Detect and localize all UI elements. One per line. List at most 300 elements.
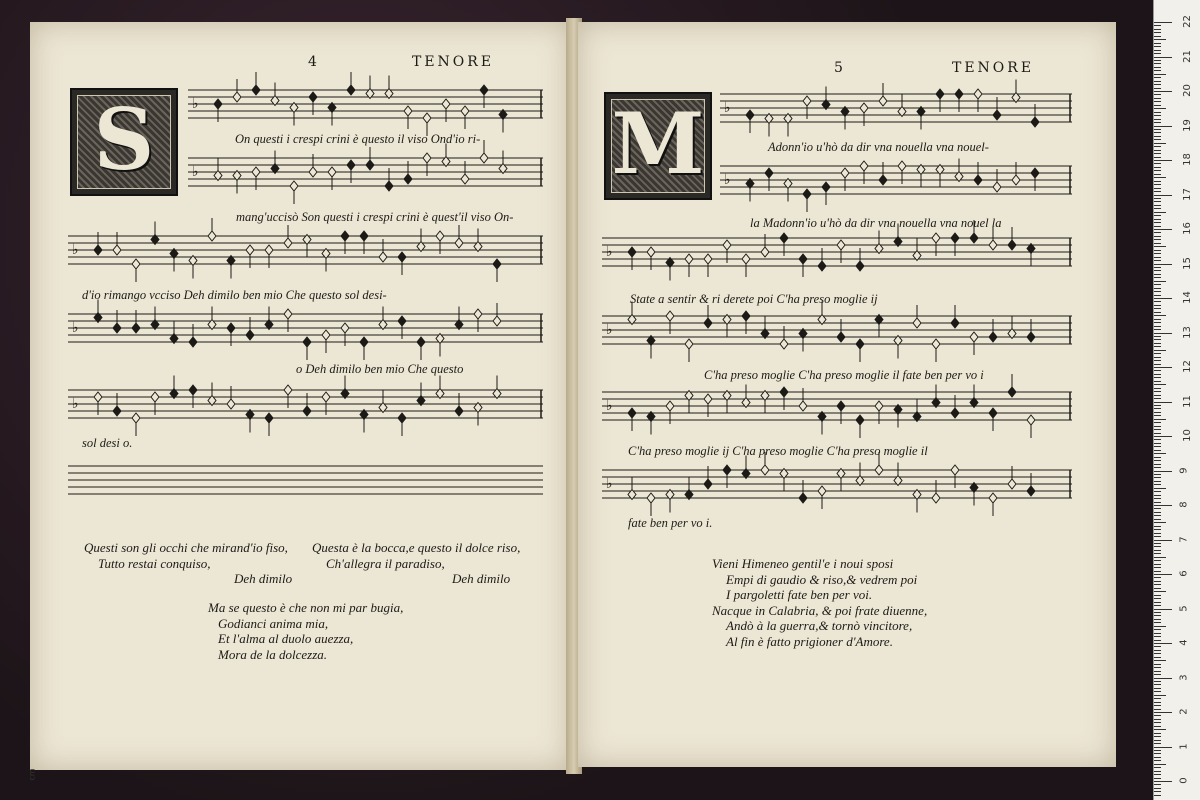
note-icon	[879, 175, 887, 185]
ruler-tick	[1154, 301, 1161, 302]
note-icon	[1027, 415, 1035, 425]
left-page-number: 4	[308, 54, 317, 70]
staff-right-3	[602, 230, 1072, 278]
note-icon	[132, 259, 140, 269]
ruler-mark-label: 5	[1178, 604, 1190, 612]
note-icon	[474, 309, 482, 319]
note-icon	[765, 168, 773, 178]
ruler-tick	[1154, 129, 1161, 130]
note-icon	[704, 254, 712, 264]
ruler-tick	[1154, 98, 1161, 99]
note-icon	[227, 399, 235, 409]
ruler-tick	[1154, 564, 1161, 565]
note-icon	[628, 408, 636, 418]
ruler-tick	[1154, 419, 1166, 420]
note-icon	[955, 89, 963, 99]
ruler-tick	[1154, 633, 1161, 634]
ruler-tick	[1154, 788, 1161, 789]
staff-right-1	[720, 86, 1072, 134]
ruler-tick	[1154, 36, 1161, 37]
ruler-tick	[1154, 25, 1161, 26]
note-icon	[113, 323, 121, 333]
ruler-tick	[1154, 408, 1161, 409]
ruler-tick	[1154, 222, 1161, 223]
ruler-tick	[1154, 67, 1161, 68]
poem-right-page	[712, 556, 927, 649]
ruler-tick	[1154, 747, 1172, 748]
clef-icon: ♭	[72, 320, 79, 336]
ruler-tick	[1154, 264, 1172, 265]
ruler-tick	[1154, 695, 1166, 696]
ruler-tick	[1154, 436, 1172, 437]
ruler-tick	[1154, 688, 1161, 689]
note-icon	[989, 493, 997, 503]
ruler-tick	[1154, 705, 1161, 706]
note-icon	[379, 252, 387, 262]
ruler-tick	[1154, 636, 1161, 637]
ruler-tick	[1154, 381, 1161, 382]
ruler-tick	[1154, 760, 1161, 761]
note-icon	[113, 245, 121, 255]
staff-right-5	[602, 384, 1072, 432]
poem-line: Godianci anima mia,	[218, 615, 329, 631]
note-icon	[461, 106, 469, 116]
ruler-tick	[1154, 771, 1161, 772]
note-icon	[284, 385, 292, 395]
note-icon	[113, 406, 121, 416]
ruler-tick	[1154, 160, 1172, 161]
ruler-tick	[1154, 81, 1161, 82]
note-icon	[252, 85, 260, 95]
ruler-tick	[1154, 640, 1161, 641]
ruler-tick	[1154, 22, 1172, 23]
note-icon	[1012, 175, 1020, 185]
ruler-mark-label: 17	[1181, 187, 1193, 201]
staff-left-empty	[68, 458, 543, 498]
ruler-tick	[1154, 384, 1166, 385]
ruler-tick	[1154, 674, 1161, 675]
ruler-tick	[1154, 367, 1172, 368]
clef-icon: ♭	[72, 242, 79, 258]
ruler-tick	[1154, 405, 1161, 406]
note-icon	[233, 92, 241, 102]
note-icon	[246, 245, 254, 255]
ruler-tick	[1154, 198, 1161, 199]
note-icon	[227, 323, 235, 333]
ruler-tick	[1154, 795, 1161, 796]
ruler-tick	[1154, 157, 1161, 158]
ruler-tick	[1154, 295, 1161, 296]
ruler-tick	[1154, 609, 1172, 610]
ruler-tick	[1154, 336, 1161, 337]
note-icon	[704, 394, 712, 404]
ruler-tick	[1154, 298, 1172, 299]
ruler-tick	[1154, 740, 1161, 741]
ruler-tick	[1154, 343, 1161, 344]
note-icon	[208, 231, 216, 241]
ruler-tick	[1154, 557, 1166, 558]
ruler-mark-label: 1	[1178, 742, 1190, 750]
ruler-tick	[1154, 43, 1161, 44]
ruler-tick	[1154, 239, 1161, 240]
ruler-tick	[1154, 39, 1166, 40]
ruler-mark-label: 7	[1178, 535, 1190, 543]
note-icon	[799, 493, 807, 503]
note-icon	[436, 231, 444, 241]
note-icon	[322, 392, 330, 402]
ruler-tick	[1154, 105, 1161, 106]
poem-line: Tutto restai conquiso,	[98, 555, 211, 571]
ruler-tick	[1154, 560, 1161, 561]
poem-line: Et l'alma al duolo auezza,	[218, 631, 354, 646]
note-icon	[822, 182, 830, 192]
note-icon	[132, 323, 140, 333]
ruler-tick	[1154, 426, 1161, 427]
clef-icon: ♭	[606, 244, 613, 260]
ruler-tick	[1154, 712, 1172, 713]
ruler-tick	[1154, 281, 1166, 282]
note-icon	[860, 161, 868, 171]
poem-line: I pargoletti fate ben per voi.	[726, 587, 873, 602]
ruler-tick	[1154, 460, 1161, 461]
note-icon	[303, 337, 311, 347]
note-icon	[746, 110, 754, 120]
note-icon	[189, 337, 197, 347]
ruler-mark-label: 15	[1181, 256, 1193, 270]
note-icon	[628, 247, 636, 257]
ruler-tick	[1154, 698, 1161, 699]
note-icon	[423, 113, 431, 123]
ruler-tick	[1154, 288, 1161, 289]
note-icon	[803, 189, 811, 199]
note-icon	[423, 153, 431, 163]
ruler-tick	[1154, 329, 1161, 330]
lyric-line: la Madonn'io u'hò da dir vna nouella vna nouel la	[750, 216, 1002, 230]
ruler-tick	[1154, 388, 1161, 389]
ruler-tick	[1154, 70, 1161, 71]
ruler-mark-label: 14	[1181, 291, 1193, 304]
ruler-tick	[1154, 326, 1161, 327]
poem-line: Questi son gli occhi che mirand'io fiso,	[84, 540, 288, 555]
ruler-tick	[1154, 719, 1161, 720]
ruler-tick	[1154, 250, 1161, 251]
ruler-tick	[1154, 170, 1161, 171]
note-icon	[455, 238, 463, 248]
ruler-tick	[1154, 391, 1161, 392]
note-icon	[1031, 168, 1039, 178]
ruler-tick	[1154, 308, 1161, 309]
ruler-tick	[1154, 667, 1161, 668]
note-icon	[932, 493, 940, 503]
staff-left-2	[188, 150, 543, 198]
ruler-tick	[1154, 619, 1161, 620]
poem-line: Ma se questo è che non mi par bugia,	[208, 600, 404, 615]
note-icon	[879, 96, 887, 106]
ruler-tick	[1154, 491, 1161, 492]
ruler-tick	[1154, 122, 1161, 123]
ruler-tick	[1154, 471, 1172, 472]
ruler-mark-label: 9	[1178, 466, 1190, 474]
ruler-tick	[1154, 477, 1161, 478]
staff-left-4	[68, 306, 543, 354]
ruler-tick	[1154, 484, 1161, 485]
ruler-tick	[1154, 546, 1161, 547]
note-icon	[974, 175, 982, 185]
ruler-tick	[1154, 726, 1161, 727]
ruler-tick	[1154, 791, 1161, 792]
ruler-mark-label: 0	[1178, 777, 1190, 784]
ruler-tick	[1154, 119, 1161, 120]
ruler-tick	[1154, 132, 1161, 133]
staff-right-6	[602, 462, 1072, 510]
ruler-tick	[1154, 574, 1172, 575]
poem-line: Andò à la guerra,& tornò vincitore,	[726, 618, 913, 633]
note-icon	[404, 106, 412, 116]
ruler-tick	[1154, 267, 1161, 268]
note-icon	[856, 339, 864, 349]
ruler-tick	[1154, 671, 1161, 672]
ruler-tick	[1154, 108, 1166, 109]
ruler-tick	[1154, 781, 1172, 782]
ruler-mark-label: 12	[1181, 360, 1193, 373]
note-icon	[151, 392, 159, 402]
note-icon	[856, 261, 864, 271]
ruler-tick	[1154, 212, 1166, 213]
ruler-tick	[1154, 515, 1161, 516]
clef-icon: ♭	[192, 164, 199, 180]
poem-line: Empi di gaudio & riso,& vedrem poi	[726, 571, 918, 587]
clef-icon: ♭	[606, 398, 613, 414]
ruler-tick	[1154, 84, 1161, 85]
ruler-tick	[1154, 526, 1161, 527]
ruler-tick	[1154, 57, 1172, 58]
ruler-tick	[1154, 660, 1166, 661]
ruler-mark-label: 18	[1181, 153, 1193, 166]
ruler-tick	[1154, 364, 1161, 365]
ruler-tick	[1154, 415, 1161, 416]
measurement-ruler	[1153, 0, 1200, 800]
ruler-tick	[1154, 139, 1161, 140]
ruler-tick	[1154, 622, 1161, 623]
ruler-tick	[1154, 315, 1166, 316]
note-icon	[685, 254, 693, 264]
ruler-tick	[1154, 450, 1161, 451]
ruler-tick	[1154, 646, 1161, 647]
note-icon	[761, 465, 769, 475]
ruler-tick	[1154, 357, 1161, 358]
ruler-tick	[1154, 474, 1161, 475]
poem-line: Vieni Himeneo gentil'e i noui sposi	[712, 556, 894, 571]
ruler-tick	[1154, 346, 1161, 347]
clef-icon: ♭	[72, 396, 79, 412]
ruler-tick	[1154, 46, 1161, 47]
ruler-tick	[1154, 481, 1161, 482]
lyric-line: o Deh dimilo ben mio Che questo	[296, 362, 464, 376]
ruler-mark-label: 20	[1181, 84, 1193, 97]
ruler-tick	[1154, 753, 1161, 754]
ruler-tick	[1154, 74, 1166, 75]
ruler-tick	[1154, 626, 1166, 627]
ruler-tick	[1154, 219, 1161, 220]
ruler-tick	[1154, 146, 1161, 147]
ruler-tick	[1154, 208, 1161, 209]
note-icon	[290, 181, 298, 191]
note-icon	[913, 318, 921, 328]
note-icon	[1008, 387, 1016, 397]
ruler-tick	[1154, 736, 1161, 737]
note-icon	[341, 231, 349, 241]
ruler-tick	[1154, 50, 1161, 51]
ruler-tick	[1154, 508, 1161, 509]
note-icon	[417, 337, 425, 347]
ruler-tick	[1154, 360, 1161, 361]
ruler-tick	[1154, 77, 1161, 78]
ruler-tick	[1154, 274, 1161, 275]
ruler-tick	[1154, 774, 1161, 775]
ruler-tick	[1154, 226, 1161, 227]
ruler-mark-label: 3	[1178, 673, 1190, 681]
ruler-mark-label: 13	[1181, 325, 1193, 339]
right-page-number: 5	[834, 60, 843, 76]
ruler-tick	[1154, 260, 1161, 261]
initial-letter: M	[611, 94, 705, 193]
right-voice-label: TENORE	[952, 60, 1035, 76]
ruler-tick	[1154, 370, 1161, 371]
ruler-tick	[1154, 457, 1161, 458]
poem-line: Deh dimilo	[452, 571, 511, 586]
note-icon	[252, 167, 260, 177]
ruler-tick	[1154, 681, 1161, 682]
ruler-tick	[1154, 312, 1161, 313]
note-icon	[265, 245, 273, 255]
note-icon	[461, 174, 469, 184]
ruler-tick	[1154, 115, 1161, 116]
ruler-tick	[1154, 60, 1161, 61]
poem-left-column	[84, 540, 292, 587]
ruler-tick	[1154, 764, 1166, 765]
staff-right-4	[602, 308, 1072, 356]
ruler-unit: cm	[27, 768, 37, 781]
ruler-tick	[1154, 702, 1161, 703]
poem-line: Deh dimilo	[234, 571, 293, 586]
ruler-tick	[1154, 377, 1161, 378]
ruler-tick	[1154, 91, 1172, 92]
note-icon	[856, 415, 864, 425]
poem-line: Mora de la dolcezza.	[218, 646, 328, 662]
clef-icon: ♭	[606, 476, 613, 492]
note-icon	[860, 103, 868, 113]
note-icon	[322, 330, 330, 340]
lyric-line: fate ben per vo i.	[628, 516, 713, 530]
ruler-tick	[1154, 402, 1172, 403]
lyric-line: d'io rimango vcciso Deh dimilo ben mio Che questo sol desi-	[82, 288, 387, 302]
note-icon	[685, 339, 693, 349]
ruler-tick	[1154, 205, 1161, 206]
note-icon	[951, 318, 959, 328]
ruler-tick	[1154, 232, 1161, 233]
note-icon	[799, 401, 807, 411]
ruler-tick	[1154, 94, 1161, 95]
ruler-tick	[1154, 191, 1161, 192]
note-icon	[189, 385, 197, 395]
staff-left-1	[188, 82, 543, 130]
ruler-tick	[1154, 305, 1161, 306]
ruler-tick	[1154, 567, 1161, 568]
ruler-tick	[1154, 612, 1161, 613]
ruler-tick	[1154, 657, 1161, 658]
note-icon	[742, 254, 750, 264]
ruler-tick	[1154, 691, 1161, 692]
staff-right-2	[720, 158, 1072, 206]
ruler-mark-label: 6	[1178, 570, 1190, 577]
ruler-tick	[1154, 722, 1161, 723]
ruler-tick	[1154, 143, 1166, 144]
ruler-mark-label: 22	[1181, 15, 1193, 28]
note-icon	[704, 479, 712, 489]
note-icon	[818, 486, 826, 496]
ruler-tick	[1154, 643, 1172, 644]
ruler-tick	[1154, 433, 1161, 434]
lyric-line: mang'uccisò Son questi i crespi crini è quest'il viso On-	[236, 210, 514, 224]
lyric-line: C'ha preso moglie ij C'ha preso moglie C'ha preso moglie il	[628, 444, 928, 458]
ruler-tick	[1154, 778, 1161, 779]
note-icon	[989, 240, 997, 250]
note-icon	[780, 387, 788, 397]
ruler-tick	[1154, 519, 1161, 520]
ruler-tick	[1154, 605, 1161, 606]
left-voice-label: TENORE	[412, 54, 495, 70]
ruler-tick	[1154, 429, 1161, 430]
ruler-tick	[1154, 588, 1161, 589]
ruler-tick	[1154, 533, 1161, 534]
ruler-tick	[1154, 32, 1161, 33]
ruler-mark-label: 10	[1181, 429, 1193, 442]
note-icon	[780, 233, 788, 243]
ruler-tick	[1154, 598, 1161, 599]
poem-line: Ch'allegra il paradiso,	[326, 555, 445, 571]
note-icon	[989, 408, 997, 418]
note-icon	[841, 168, 849, 178]
note-icon	[799, 254, 807, 264]
ruler-tick	[1154, 453, 1166, 454]
note-icon	[970, 233, 978, 243]
note-icon	[932, 339, 940, 349]
ruler-tick	[1154, 629, 1161, 630]
ruler-tick	[1154, 126, 1172, 127]
note-icon	[875, 401, 883, 411]
note-icon	[666, 401, 674, 411]
note-icon	[480, 85, 488, 95]
poem-line: Questa è la bocca,e questo il dolce riso,	[312, 540, 521, 555]
note-icon	[480, 153, 488, 163]
ruler-tick	[1154, 591, 1166, 592]
ruler-tick	[1154, 615, 1161, 616]
ruler-tick	[1154, 498, 1161, 499]
ruler-tick	[1154, 536, 1161, 537]
note-icon	[989, 332, 997, 342]
ruler-mark-label: 16	[1181, 222, 1193, 235]
note-icon	[398, 316, 406, 326]
ruler-tick	[1154, 174, 1161, 175]
ruler-tick	[1154, 757, 1161, 758]
ruler-tick	[1154, 522, 1166, 523]
ruler-tick	[1154, 322, 1161, 323]
ruler-tick	[1154, 512, 1161, 513]
note-icon	[246, 330, 254, 340]
note-icon	[1027, 332, 1035, 342]
ruler-tick	[1154, 184, 1161, 185]
ruler-tick	[1154, 333, 1172, 334]
